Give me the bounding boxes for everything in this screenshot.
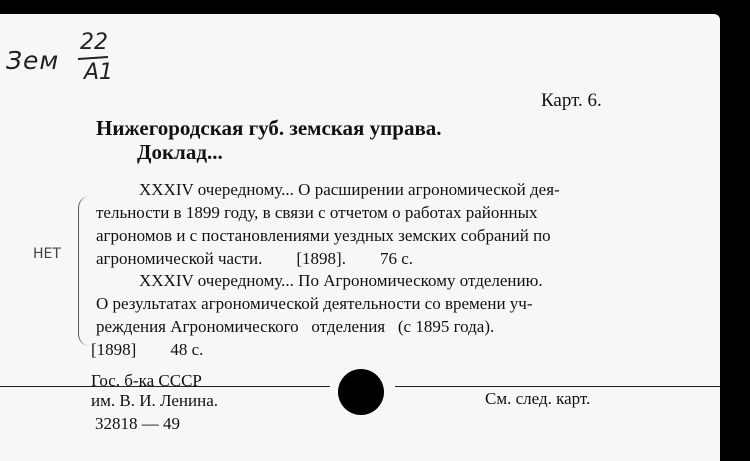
scan-border bbox=[720, 14, 750, 461]
body-line: тельности в 1899 году, в связи с отчетом о работах районных bbox=[96, 203, 538, 222]
library-stamp-line: Гос. б-ка СССР bbox=[91, 371, 202, 390]
margin-bracket bbox=[78, 196, 93, 346]
body-line: агрономической части. [1898]. 76 с. bbox=[96, 249, 413, 268]
catalog-card bbox=[0, 14, 720, 461]
handwritten-code: Зем bbox=[6, 46, 60, 75]
see-next-card: См. след. карт. bbox=[485, 389, 591, 408]
card-title: Нижегородская губ. земская управа. bbox=[96, 116, 442, 140]
body-line: [1898] 48 с. bbox=[91, 340, 204, 359]
body-line: XXXIV очередному... По Агрономическому отделению. bbox=[139, 271, 543, 290]
library-stamp-number: 32818 — 49 bbox=[95, 414, 180, 433]
margin-note: НЕТ bbox=[33, 246, 61, 262]
card-number: Карт. 6. bbox=[541, 90, 602, 111]
card-rule-right bbox=[395, 386, 720, 387]
library-stamp-line: им. В. И. Ленина. bbox=[91, 391, 219, 410]
body-line: агрономов и с постановлениями уездных земских собраний по bbox=[96, 226, 551, 245]
body-line: О результатах агрономической деятельности со времени уч- bbox=[96, 294, 533, 313]
body-line: XXXIV очередному... О расширении агрономической дея- bbox=[139, 180, 560, 199]
card-subtitle: Доклад... bbox=[137, 140, 223, 164]
handwritten-fraction-top: 22 bbox=[80, 30, 108, 55]
body-line: реждения Агрономического отделения (с 1895 года). bbox=[96, 317, 495, 336]
handwritten-fraction-bottom: А1 bbox=[84, 60, 114, 85]
punch-hole bbox=[338, 369, 384, 415]
